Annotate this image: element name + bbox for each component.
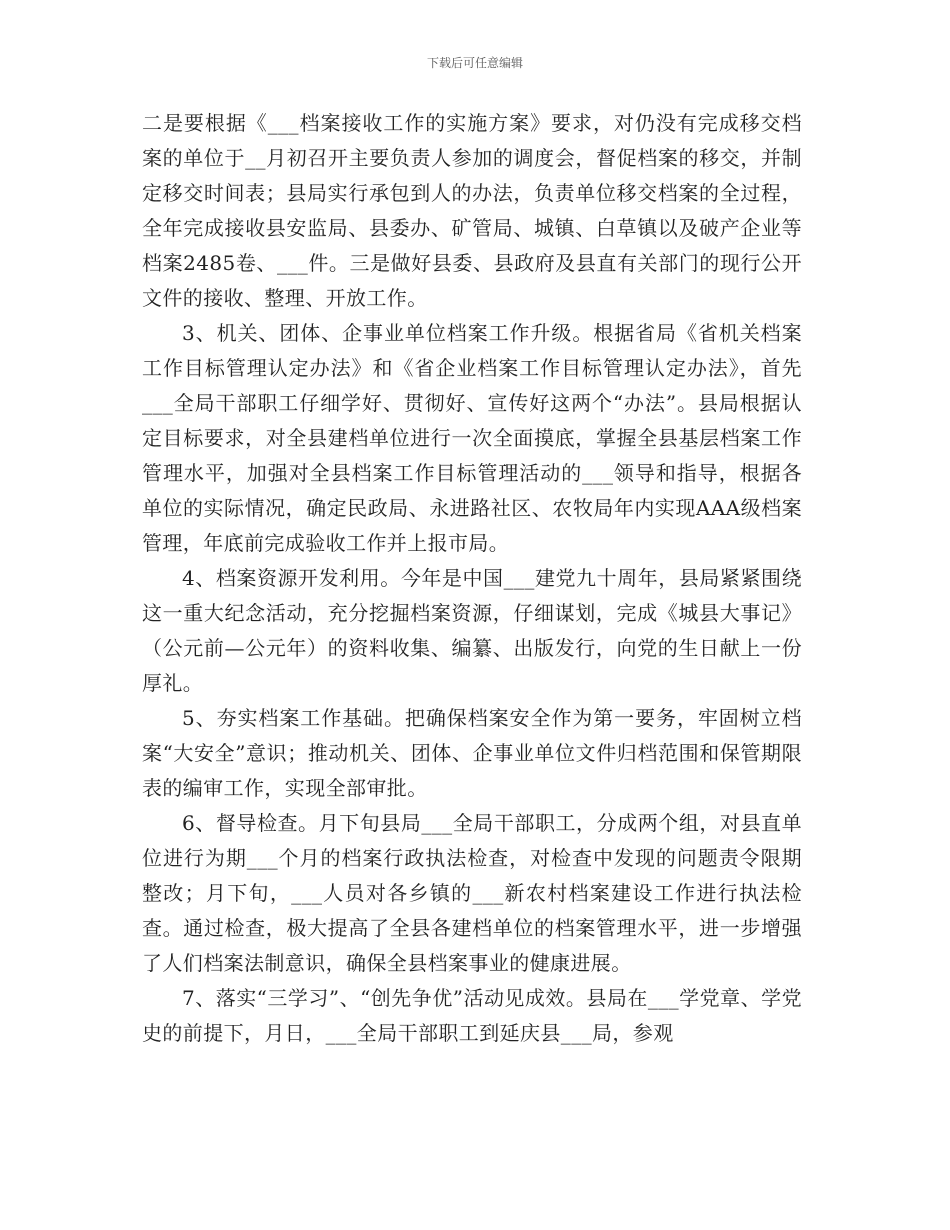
paragraph-item-3: 3、机关、团体、企事业单位档案工作升级。根据省局《省机关档案工作目标管理认定办法》和《省企业档案工作目标管理认定办法》，首先___全局干部职工仔细学好、贯彻好、宣传好这两个“办法”。县局根据认定目标要求，对全县建档单位进行一次全面摸底，掌握全县基层档案工作管理水平，加强对全县档案工作目标管理活动的___领导和指导，根据各单位的实际情况，确定民政局、永进路社区、农牧局年内实现AAA级档案管理，年底前完成验收工作并上报市局。 — [142, 321, 802, 555]
paragraph-item-4: 4、档案资源开发利用。今年是中国___建党九十周年，县局紧紧围绕这一重大纪念活动，充分挖掘档案资源，仔细谋划，完成《城县大事记》（公元前—公元年）的资料收集、编纂、出版发行，向党的生日献上一份厚礼。 — [142, 566, 802, 695]
page-header: 下载后可任意编辑 — [426, 56, 523, 70]
paragraph-continuation: 二是要根据《___档案接收工作的实施方案》要求，对仍没有完成移交档案的单位于__月初召开主要负责人参加的调度会，督促档案的移交，并制定移交时间表；县局实行承包到人的办法，负责单位移交档案的全过程，全年完成接收县安监局、县委办、矿管局、城镇、白草镇以及破产企业等档案2485卷、___件。三是做好县委、县政府及县直有关部门的现行公开文件的接收、整理、开放工作。 — [142, 111, 802, 310]
paragraph-item-5: 5、夯实档案工作基础。把确保档案安全作为第一要务，牢固树立档案“大安全”意识；推动机关、团体、企事业单位文件归档范围和保管期限表的编审工作，实现全部审批。 — [142, 706, 802, 800]
paragraph-item-7: 7、落实“三学习”、“创先争优”活动见成效。县局在___学党章、学党史的前提下，月日，___全局干部职工到延庆县___局，参观 — [142, 986, 802, 1045]
paragraph-item-6: 6、督导检查。月下旬县局___全局干部职工，分成两个组，对县直单位进行为期___个月的档案行政执法检查，对检查中发现的问题责令限期整改；月下旬，___人员对各乡镇的___新农村档案建设工作进行执法检查。通过检查，极大提高了全县各建档单位的档案管理水平，进一步增强了人们档案法制意识，确保全县档案事业的健康进展。 — [142, 811, 802, 975]
document-body — [142, 106, 802, 1051]
